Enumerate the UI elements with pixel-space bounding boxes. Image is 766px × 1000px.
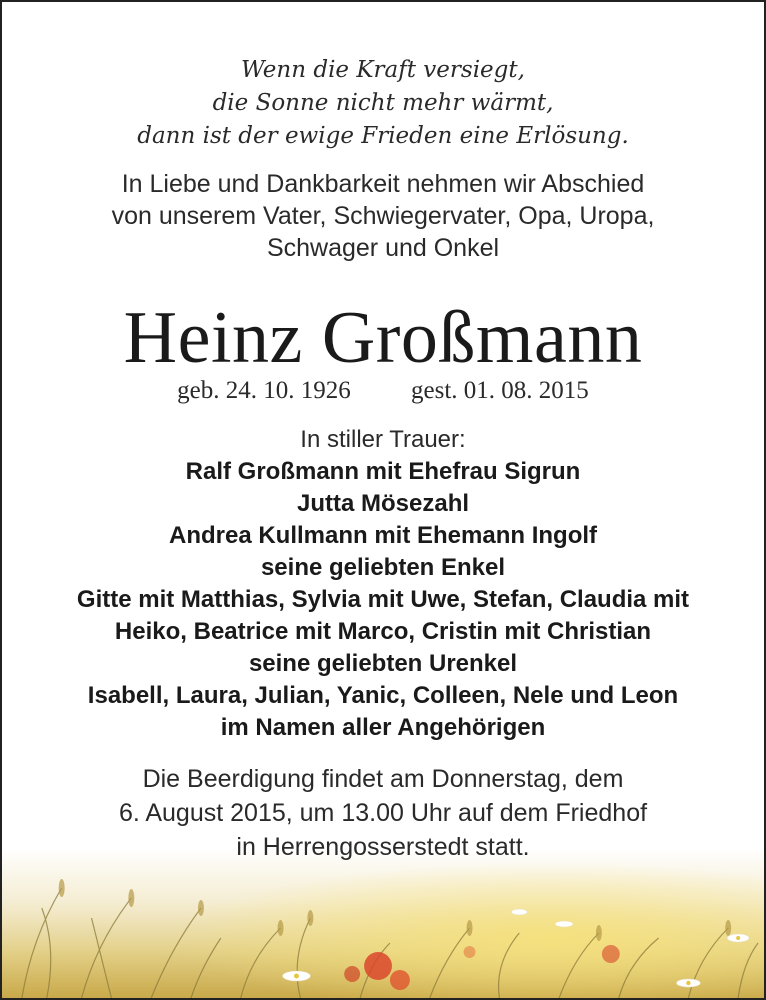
- mourner-line: Andrea Kullmann mit Ehemann Ingolf: [168, 522, 598, 549]
- mourner-line: seine geliebten Urenkel: [248, 650, 518, 677]
- poppy-icon: [602, 945, 620, 963]
- daisy-icon: [511, 909, 527, 915]
- funeral-line: Die Beerdigung findet am Donnerstag, dem: [142, 765, 624, 793]
- poppy-icon: [344, 966, 360, 982]
- poppy-icon: [390, 970, 410, 990]
- mourners-heading: In stiller Trauer:: [300, 426, 466, 453]
- deceased-name: Heinz Großmann: [123, 297, 643, 379]
- poem-line: dann ist der ewige Frieden eine Erlösung.: [137, 123, 629, 149]
- mourners-list: [2, 424, 764, 744]
- mourner-line: Ralf Großmann mit Ehefrau Sigrun: [185, 458, 581, 485]
- farewell-intro: [2, 168, 764, 264]
- poppy-icon: [364, 952, 392, 980]
- birth-date: geb. 24. 10. 1926: [177, 377, 351, 404]
- meadow-illustration: [2, 848, 764, 998]
- poem-line: die Sonne nicht mehr wärmt,: [212, 90, 554, 116]
- poem-line: Wenn die Kraft versiegt,: [241, 57, 525, 83]
- mourner-line: Jutta Mösezahl: [296, 490, 470, 517]
- life-dates: [2, 374, 764, 408]
- funeral-line: in Herrengosserstedt statt.: [236, 833, 530, 861]
- intro-line: Schwager und Onkel: [266, 234, 500, 262]
- poem: [2, 54, 764, 153]
- meadow-image: [2, 848, 764, 998]
- daisy-icon: [555, 921, 573, 927]
- intro-line: In Liebe und Dankbarkeit nehmen wir Abschied: [121, 170, 645, 198]
- death-date: gest. 01. 08. 2015: [411, 377, 589, 404]
- intro-line: von unserem Vater, Schwiegervater, Opa, Uropa,: [111, 202, 655, 230]
- mourner-line: im Namen aller Angehörigen: [220, 714, 546, 741]
- poppy-icon: [464, 946, 476, 958]
- funeral-info: [2, 762, 764, 864]
- mourner-line: Gitte mit Matthias, Sylvia mit Uwe, Stefan, Claudia mit: [76, 586, 690, 613]
- mourner-line: Heiko, Beatrice mit Marco, Cristin mit Christian: [114, 618, 652, 645]
- mourner-line: Isabell, Laura, Julian, Yanic, Colleen, Nele und Leon: [87, 682, 679, 709]
- funeral-line: 6. August 2015, um 13.00 Uhr auf dem Friedhof: [118, 799, 648, 827]
- mourner-line: seine geliebten Enkel: [260, 554, 506, 581]
